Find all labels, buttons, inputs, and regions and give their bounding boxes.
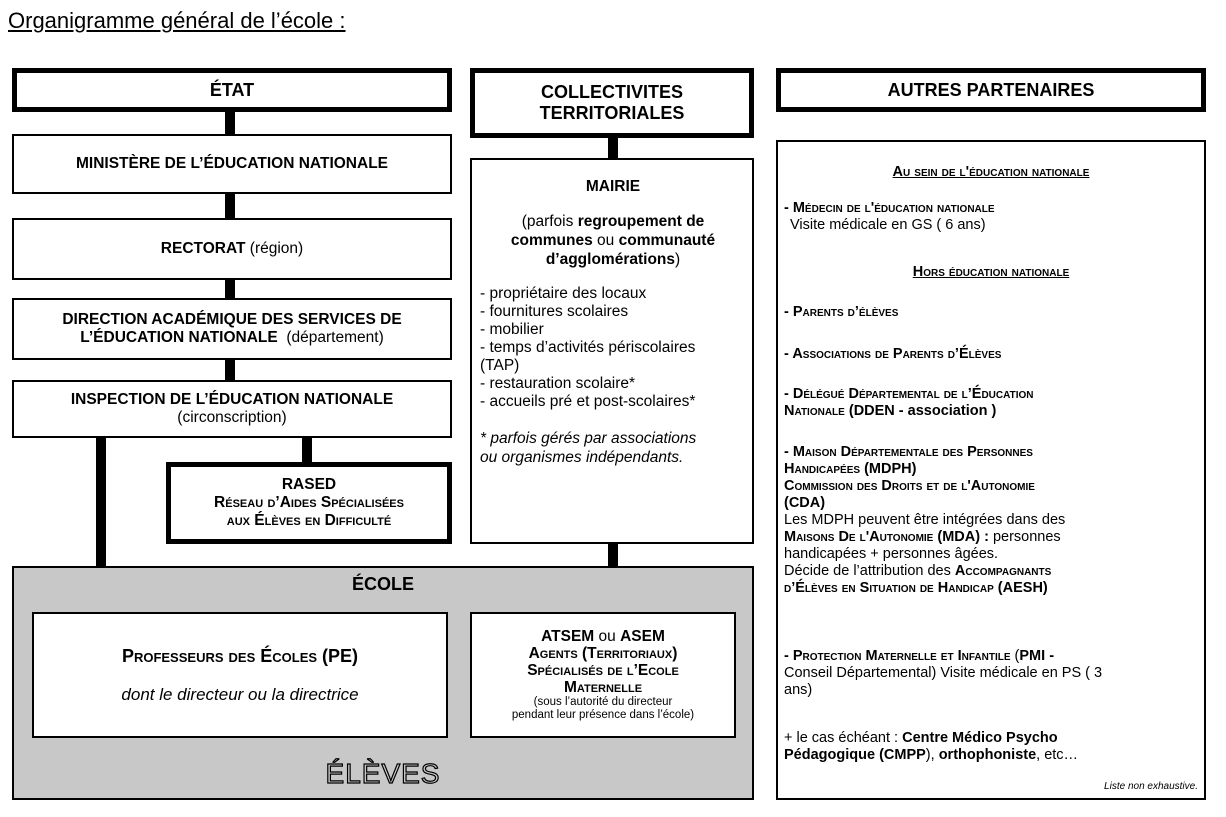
mairie-note-line1: * parfois gérés par associations [480, 430, 697, 447]
pmi-line2: Conseil Départemental) Visite médicale en PS ( 3 [784, 665, 1103, 681]
mairie-item: - accueils pré et post-scolaires* [480, 393, 696, 410]
dden-suffix: - association [894, 403, 992, 419]
agents-line2: Spécialisés de l’Ecole [527, 662, 679, 679]
rased-line1: Réseau d’Aides Spécialisées [214, 494, 404, 511]
inspection-line2: (circonscription) [177, 409, 287, 426]
mairie-paren-open: (parfois [521, 213, 578, 230]
cda-line2: (CDA) [784, 495, 826, 511]
connector [608, 138, 618, 158]
rased-box [166, 462, 452, 544]
cmpp-bold1: Centre Médico Psycho [902, 730, 1058, 746]
cmpp-bold2: Pédagogique (CMPP [784, 747, 926, 763]
mairie-items [480, 285, 746, 411]
dden-line1: - Délégué Départemental de l’Éducation [784, 386, 1034, 402]
pmi-abbr: PMI - [1019, 648, 1055, 664]
rectorat-suffix: (région) [249, 240, 304, 257]
connector [608, 544, 618, 566]
rased-line2: aux Élèves en Difficulté [226, 512, 392, 529]
etat-header-label: ÉTAT [209, 79, 255, 100]
agents-line1: Agents (Territoriaux) [528, 645, 678, 662]
direction-line1: DIRECTION ACADÉMIQUE DES SERVICES DE [62, 311, 402, 328]
collectivites-header-line2: TERRITORIALES [539, 103, 685, 123]
collectivites-header-line1: COLLECTIVITES [540, 82, 683, 102]
eleves-label: ÉLÈVES [325, 758, 441, 789]
cmpp-mid: ), [925, 747, 939, 763]
medecin-sub: Visite médicale en GS ( 6 ans) [790, 217, 986, 233]
connector [225, 360, 235, 380]
mda-suffix: personnes [988, 529, 1061, 545]
partenaires-header-label: AUTRES PARTENAIRES [887, 79, 1095, 100]
connector [225, 280, 235, 298]
rectorat-label: RECTORAT [160, 240, 246, 257]
professeurs-sub: dont le directeur ou la directrice [121, 684, 359, 704]
mairie-box [470, 158, 754, 544]
pmi-paren: ( [1010, 648, 1020, 664]
direction-line2: L’ÉDUCATION NATIONALE [80, 329, 278, 346]
connector [302, 438, 312, 462]
pmi-line3: ans) [784, 682, 813, 698]
medecin-label: - Médecin de l'éducation nationale [784, 200, 995, 216]
rased-title: RASED [281, 476, 337, 493]
agglomerations-label: d’agglomérations [545, 251, 675, 268]
asem-label: ASEM [620, 628, 665, 645]
professeurs-title: Professeurs des Écoles (PE) [121, 645, 359, 666]
associations-label: - Associations de Parents d’Élèves [784, 346, 1002, 362]
regroupement-label: regroupement de [577, 213, 705, 230]
collectivites-header [470, 68, 754, 138]
mdph-line1: - Maison Départementale des Personnes [784, 444, 1033, 460]
etat-header [12, 68, 452, 112]
cda-line1: Commission des Droits et de l'Autonomie [784, 478, 1035, 494]
ecole-header: ÉCOLE [351, 574, 414, 594]
mdph-line2: Handicapées (MDPH) [784, 461, 917, 477]
mairie-item: - mobilier [480, 321, 544, 338]
ortho-label: orthophoniste [938, 747, 1037, 763]
cmpp-end: , etc… [1036, 747, 1079, 763]
mairie-item: - propriétaire des locaux [480, 285, 647, 302]
mda-label: Maisons De l'Autonomie (MDA) : [784, 529, 989, 545]
mairie-item: - fournitures scolaires [480, 303, 629, 320]
aesh-line2: d’Élèves en Situation de Handicap (AESH) [784, 580, 1048, 596]
ministere-label: MINISTÈRE DE L’ÉDUCATION NATIONALE [75, 155, 388, 172]
inspection-line1: INSPECTION DE L’ÉDUCATION NATIONALE [70, 391, 394, 408]
ou-label: ou [592, 232, 619, 249]
section-within-en: Au sein de l'éducation nationale [892, 164, 1090, 180]
atsem-label: ATSEM [541, 628, 595, 645]
mairie-note-line2: ou organismes indépendants. [480, 449, 684, 466]
mairie-item: - restauration scolaire* [480, 375, 636, 392]
atsem-box [470, 612, 736, 738]
mdph-text2: handicapées + personnes âgées. [784, 546, 999, 562]
mairie-item: - temps d’activités périscolaires [480, 339, 696, 356]
dden-line2: Nationale (DDEN [784, 403, 895, 419]
aesh-bold1: Accompagnants [954, 563, 1052, 579]
rectorat-box [12, 218, 452, 280]
inspection-box [12, 380, 452, 438]
section-outside-en: Hors éducation nationale [912, 264, 1070, 280]
communes-label: communes [510, 232, 593, 249]
aesh-prefix: Décide de l’attribution des [784, 563, 955, 579]
partenaires-box [776, 140, 1206, 800]
mdph-text1: Les MDPH peuvent être intégrées dans des [784, 512, 1066, 528]
ministere-box [12, 134, 452, 194]
atsem-ou: ou [594, 628, 621, 645]
mairie-paren-close: ) [675, 251, 681, 268]
agents-line3: Maternelle [563, 679, 643, 696]
direction-academique-box [12, 298, 452, 360]
communaute-label: communauté [618, 232, 716, 249]
dden-close: ) [991, 403, 997, 419]
partenaires-header [776, 68, 1206, 112]
connector [225, 112, 235, 134]
professeurs-box [32, 612, 448, 738]
footnote: Liste non exhaustive. [1104, 781, 1198, 792]
cmpp-prefix: + le cas échéant : [784, 730, 903, 746]
page-title: Organigramme général de l’école : [8, 8, 346, 33]
pmi-bold: - Protection Maternelle et Infantile [784, 648, 1011, 664]
parents-label: - Parents d’élèves [784, 304, 899, 320]
agents-note2: pendant leur présence dans l’école) [511, 709, 695, 721]
connector [225, 194, 235, 218]
mairie-label: MAIRIE [585, 178, 641, 195]
ecole-box [12, 566, 754, 800]
connector [96, 438, 106, 566]
mairie-item: (TAP) [480, 357, 520, 374]
agents-note1: (sous l’autorité du directeur [533, 696, 673, 708]
direction-suffix: (département) [286, 329, 384, 346]
